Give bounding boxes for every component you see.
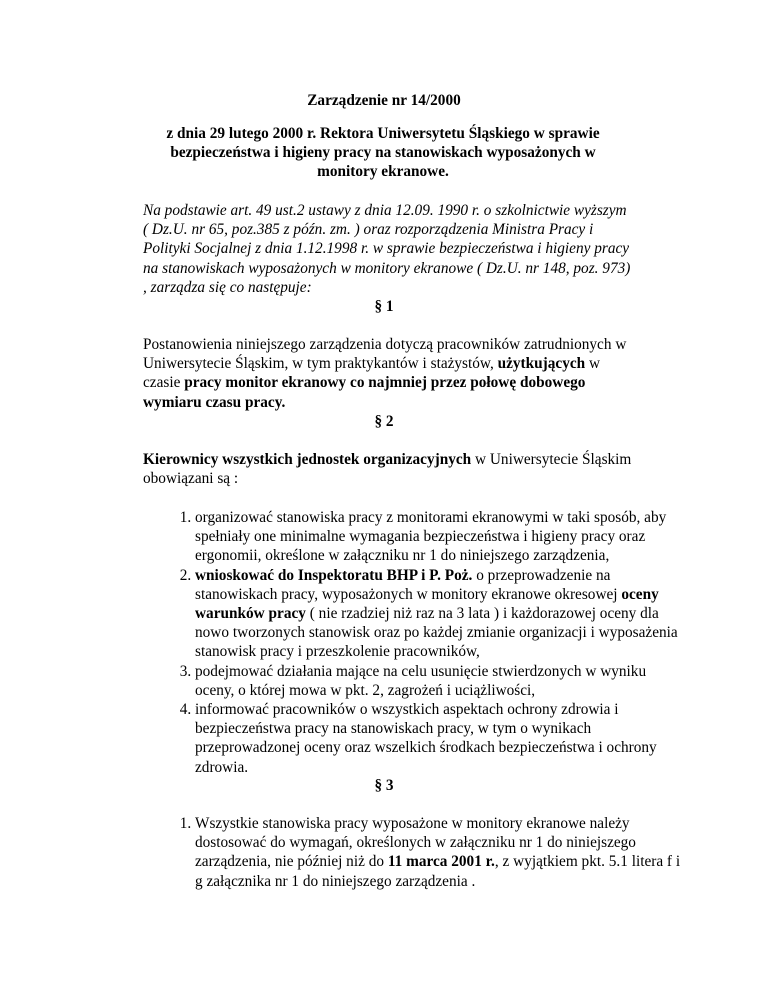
document-title: Zarządzenie nr 14/2000 bbox=[307, 92, 461, 109]
section-1-text-b: użytkujących bbox=[497, 355, 586, 373]
section-2-item-2-b: ( nie rzadziej niż raz na 3 lata ) i każdorazowej oceny dla nowo tworzonych stanowisk oraz po każdej zmianie organizacji i wyposażenia stanowisk pracy i przeszkolenie pracowników, bbox=[195, 605, 678, 661]
section-2-lead bbox=[143, 450, 633, 488]
section-2-item-2-bold2: oceny warunków pracy bbox=[195, 585, 659, 623]
section-2-item-2 bbox=[195, 566, 681, 662]
section-2-lead-rest: w Uniwersytecie Śląskim obowiązani są : bbox=[143, 451, 632, 488]
section-2-lead-bold: Kierownicy wszystkich jednostek organizacyjnych bbox=[143, 451, 472, 468]
section-3-item-1 bbox=[195, 814, 681, 891]
section-3-item-1-bold: 11 marca 2001 r. bbox=[387, 853, 495, 871]
section-3-item-1-a: Wszystkie stanowiska pracy wyposażone w monitory ekranowe należy dostosować do wymagań, określonych w załączniku nr 1 do niniejszego zarządzenia, nie później niż do bbox=[195, 815, 636, 871]
section-2-item-2-a: o przeprowadzenie na stanowiskach pracy, wyposażonych w monitory ekranowe okresowej bbox=[195, 566, 622, 603]
section-2-item-4: 4. informować pracowników o wszystkich aspektach ochrony zdrowia i bezpieczeństwa pracy na stanowiskach pracy, w tym o wynikach przeprowadzonej oceny oraz wszelkich środkach bezpieczeństwa i ochrony zdrowia. bbox=[195, 700, 681, 777]
section-3-item-1-b: , z wyjątkiem pkt. 5.1 litera f i g załącznika nr 1 do niniejszego zarządzenia . bbox=[195, 853, 681, 890]
intro-paragraph: Na podstawie art. 49 ust.2 ustawy z dnia 12.09. 1990 r. o szkolnictwie wyższym ( Dz.U. nr 65, poz.385 z późn. zm. ) oraz rozporządzenia Ministra Pracy i Polityki Socjalnej z dnia 1.12.1998 r. w sprawie bezpieczeństwa i higieny pracy na stanowiskach wyposażonych w monitory ekranowe ( Dz.U. nr 148, poz. 973) , zarządza się co następuje: bbox=[143, 202, 631, 296]
section-1-paragraph bbox=[143, 335, 633, 412]
section-3-mark: § 3 bbox=[374, 777, 394, 794]
section-2-list bbox=[143, 508, 681, 777]
section-1-text-c: w czasie bbox=[143, 355, 601, 392]
section-2-mark: § 2 bbox=[374, 413, 394, 430]
section-3-list bbox=[143, 814, 681, 891]
section-1-mark: § 1 bbox=[374, 298, 394, 315]
section-2-item-2-bold: wnioskować do Inspektoratu BHP i P. Poż. bbox=[195, 566, 473, 584]
section-1-text-a: Postanowienia niniejszego zarządzenia dotyczą pracowników zatrudnionych w Uniwersytecie Śląskim, w tym praktykantów i stażystów, bbox=[143, 336, 627, 373]
document-subtitle: z dnia 29 lutego 2000 r. Rektora Uniwersytetu Śląskiego w sprawie bezpieczeństwa i higieny pracy na stanowiskach wyposażonych w monitory ekranowe. bbox=[166, 125, 600, 181]
section-2-item-1: 1. organizować stanowiska pracy z monitorami ekranowymi w taki sposób, aby spełniały one minimalne wymagania bezpieczeństwa i higieny pracy oraz ergonomii, określone w załączniku nr 1 do niniejszego zarządzenia, bbox=[195, 508, 681, 566]
section-2-item-3: 3. podejmować działania mające na celu usunięcie stwierdzonych w wyniku oceny, o której mowa w pkt. 2, zagrożeń i uciążliwości, bbox=[195, 662, 681, 700]
section-1-text-d: pracy monitor ekranowy co najmniej przez połowę dobowego wymiaru czasu pracy. bbox=[143, 374, 586, 411]
